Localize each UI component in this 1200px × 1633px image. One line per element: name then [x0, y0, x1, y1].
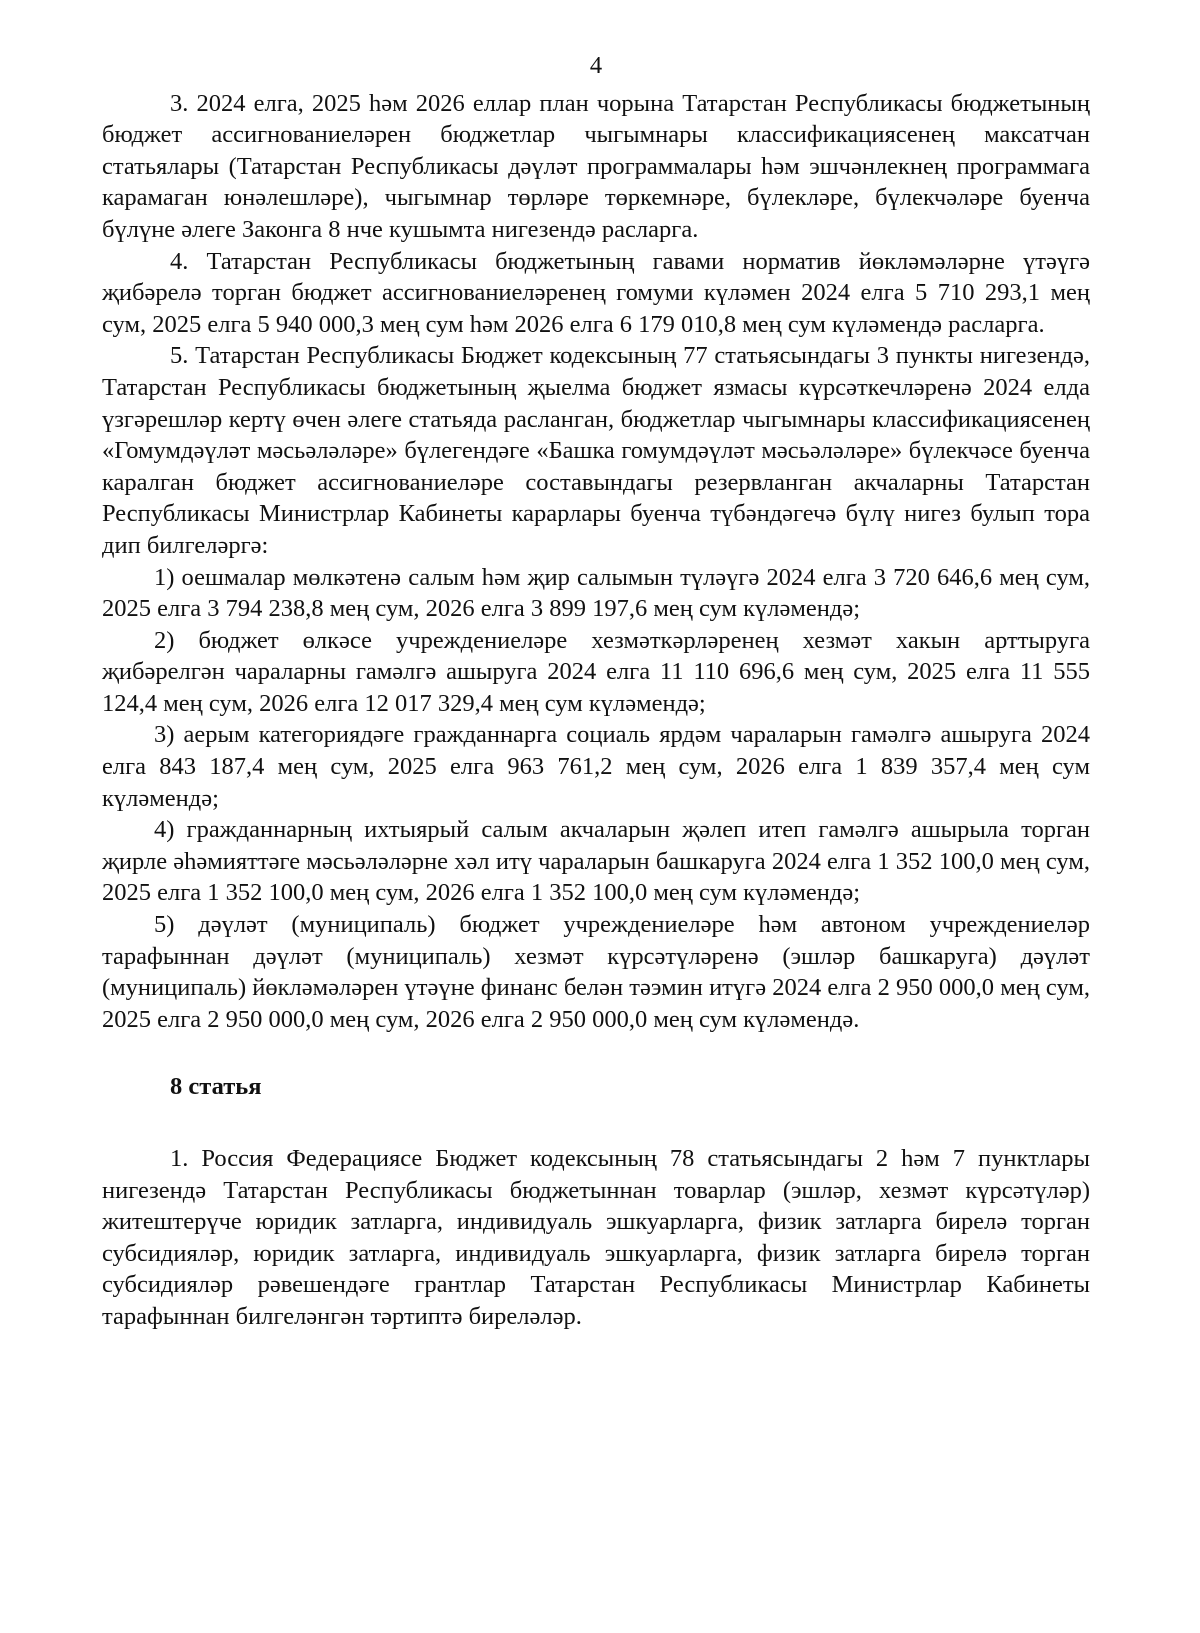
- paragraph-3: 3. 2024 елга, 2025 һәм 2026 еллар план чорына Татарстан Республикасы бюджетының бюджет ассигнованиеләрен бюджетлар чыгымнары классификациясенең максатчан статьялары (Татарстан Республикасы дәүләт программалары һәм эшчәнлекнең программага карамаган юнәлешләре), чыгымнар төрләре төркемнәре, бүлекләре, бүлекчәләре буенча бүлүне әлеге Законга 8 нче кушымта нигезендә расларга.: [102, 89, 1090, 243]
- article-heading: 8 статья: [170, 1073, 262, 1101]
- list-item-5: 5) дәүләт (муниципаль) бюджет учреждениеләре һәм автоном учреждениеләр тарафыннан дәүләт (муниципаль) хезмәт күрсәтүләренә (эшләр башкаруга) дәүләт (муниципаль) йөкләмәләрен үтәүне финанс белән тәэмин итүгә 2024 елга 2 950 000,0 мең сум, 2025 елга 2 950 000,0 мең сум, 2026 елга 2 950 000,0 мең сум күләмендә.: [102, 911, 1090, 1033]
- article-8-paragraph-1: 1. Россия Федерациясе Бюджет кодексының 78 статьясындагы 2 һәм 7 пунктлары нигезендә Татарстан Республикасы бюджетыннан товарлар (эшләр, хезмәт күрсәтүләр) житештерүче юридик затларга, индивидуаль эшкуарларга, физик затларга бирелә торган субсидияләр, юридик затларга, индивидуаль эшкуарларга, физик затларга бирелә торган субсидияләр рәвешендәге грантлар Татарстан Республикасы Министрлар Кабинеты тарафыннан билгеләнгән тәртиптә биреләләр.: [102, 1145, 1090, 1330]
- list-item-1: 1) оешмалар мөлкәтенә салым һәм җир салымын түләүгә 2024 елга 3 720 646,6 мең сум, 2025 елга 3 794 238,8 мең сум, 2026 елга 3 899 197,6 мең сум күләмендә;: [102, 563, 1090, 623]
- list-item-3: 3) аерым категориядәге гражданнарга социаль ярдәм чараларын гамәлгә ашыруга 2024 елга 843 187,4 мең сум, 2025 елга 963 761,2 мең сум, 2026 елга 1 839 357,4 мең сум күләмендә;: [102, 721, 1090, 812]
- list-item-2: 2) бюджет өлкәсе учреждениеләре хезмәткәрләренең хезмәт хакын арттыруга җибәрелгән чараларны гамәлгә ашыруга 2024 елга 11 110 696,6 мең сум, 2025 елга 11 555 124,4 мең сум, 2026 елга 12 017 329,4 мең сум күләмендә;: [102, 626, 1090, 717]
- page-number: 4: [589, 52, 603, 79]
- paragraph-4: 4. Татарстан Республикасы бюджетының гавами норматив йөкләмәләрне үтәүгә җибәрелә торган бюджет ассигнованиеләренең гомуми күләмен 2024 елга 5 710 293,1 мең сум, 2025 елга 5 940 000,3 мең сум һәм 2026 елга 6 179 010,8 мең сум күләмендә расларга.: [102, 247, 1090, 338]
- paragraph-5: 5. Татарстан Республикасы Бюджет кодексының 77 статьясындагы 3 пункты нигезендә, Татарстан Республикасы бюджетының җыелма бюджет язмасы күрсәткечләренә 2024 елда үзгәрешләр кертү өчен әлеге статьяда расланган, бюджетлар чыгымнары классификациясенең «Гомумдәүләт мәсьәләләре» бүлегендәге «Башка гомумдәүләт мәсьәләләре» бүлекчәсе буенча каралган бюджет ассигнованиеләре составындагы резервланган акчаларны Татарстан Республикасы Министрлар Кабинеты карарлары буенча түбәндәгечә бүлү нигез булып тора дип билгеләргә:: [102, 342, 1090, 559]
- list-item-4: 4) гражданнарның ихтыярый салым акчаларын җәлеп итеп гамәлгә ашырыла торган җирле әһәмияттәге мәсьәләләрне хәл итү чараларын башкаруга 2024 елга 1 352 100,0 мең сум, 2025 елга 1 352 100,0 мең сум, 2026 елга 1 352 100,0 мең сум күләмендә;: [102, 816, 1090, 907]
- document-page: [102, 50, 1090, 1333]
